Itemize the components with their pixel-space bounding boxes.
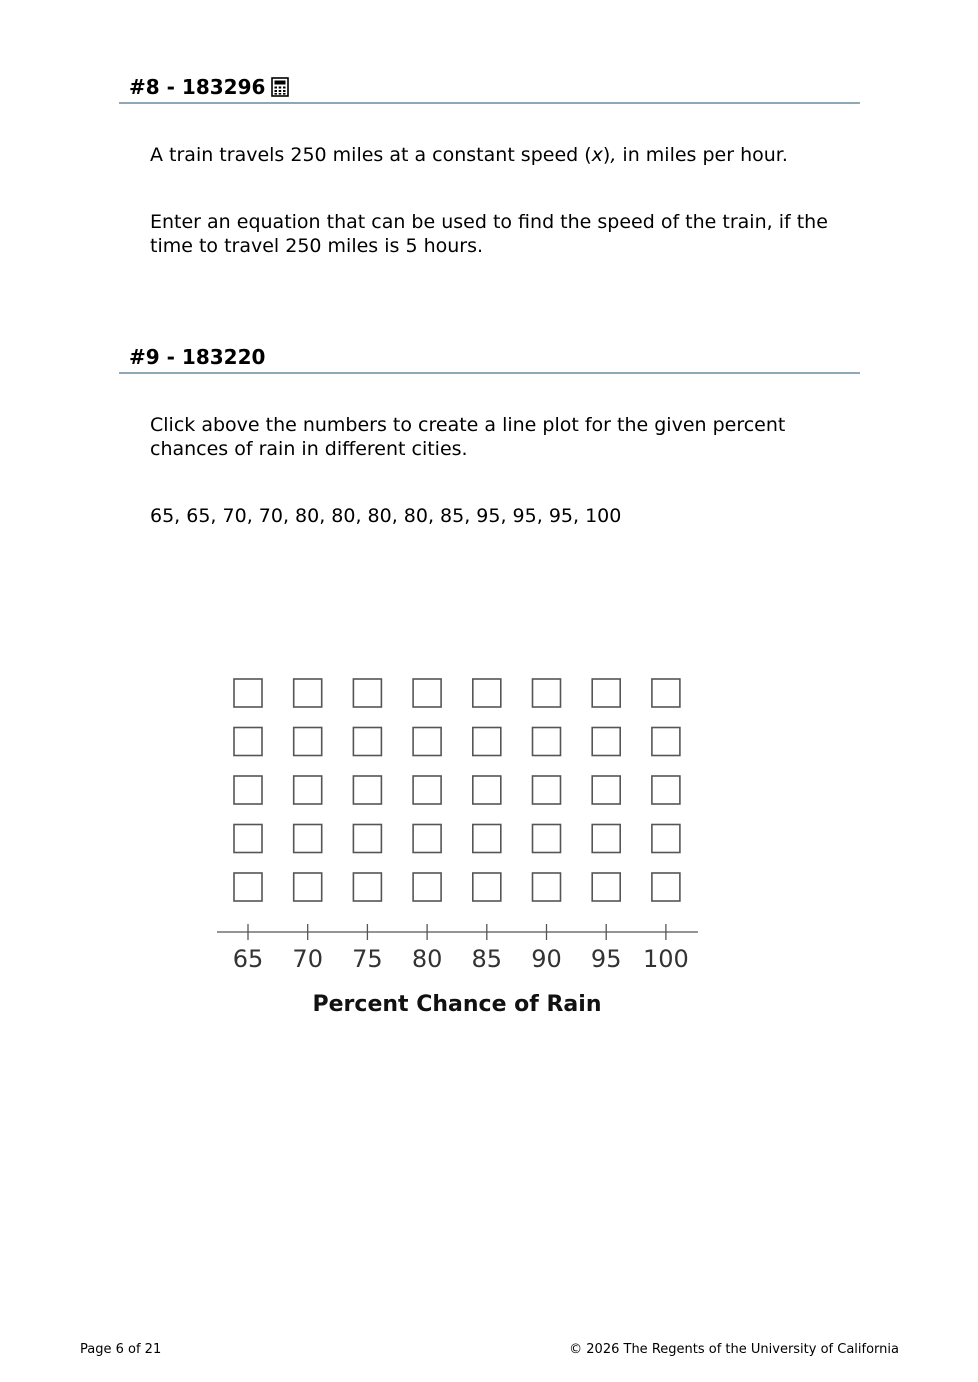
plot-box-85-2[interactable] bbox=[473, 728, 501, 756]
plot-box-90-3[interactable] bbox=[533, 776, 561, 804]
plot-box-65-4[interactable] bbox=[234, 825, 262, 853]
question-9-header bbox=[119, 344, 860, 374]
plot-box-85-3[interactable] bbox=[473, 776, 501, 804]
x-axis-label: Percent Chance of Rain bbox=[312, 992, 602, 1017]
plot-box-85-1[interactable] bbox=[473, 679, 501, 707]
plot-box-100-4[interactable] bbox=[652, 825, 680, 853]
copyright-notice: © 2026 The Regents of the University of California bbox=[569, 1342, 899, 1357]
plot-box-65-3[interactable] bbox=[234, 776, 262, 804]
line-plot-svg bbox=[210, 668, 705, 1028]
plot-box-70-5[interactable] bbox=[294, 873, 322, 901]
question-8-title: #8 - 183296 bbox=[129, 75, 266, 99]
tick-label-95: 95 bbox=[590, 945, 622, 973]
plot-box-65-1[interactable] bbox=[234, 679, 262, 707]
plot-box-75-2[interactable] bbox=[353, 728, 381, 756]
plot-box-70-3[interactable] bbox=[294, 776, 322, 804]
plot-box-65-5[interactable] bbox=[234, 873, 262, 901]
plot-box-85-4[interactable] bbox=[473, 825, 501, 853]
plot-box-80-4[interactable] bbox=[413, 825, 441, 853]
tick-label-85: 85 bbox=[471, 945, 503, 973]
plot-box-100-3[interactable] bbox=[652, 776, 680, 804]
calculator-icon bbox=[271, 77, 289, 103]
plot-box-65-2[interactable] bbox=[234, 728, 262, 756]
plot-box-95-4[interactable] bbox=[592, 825, 620, 853]
plot-box-75-1[interactable] bbox=[353, 679, 381, 707]
plot-box-80-2[interactable] bbox=[413, 728, 441, 756]
plot-box-75-4[interactable] bbox=[353, 825, 381, 853]
tick-label-80: 80 bbox=[411, 945, 443, 973]
plot-box-75-5[interactable] bbox=[353, 873, 381, 901]
plot-box-80-1[interactable] bbox=[413, 679, 441, 707]
tick-label-100: 100 bbox=[642, 945, 689, 973]
plot-box-95-5[interactable] bbox=[592, 873, 620, 901]
question-8-statement: A train travels 250 miles at a constant speed (x), in miles per hour. bbox=[150, 144, 788, 166]
plot-box-90-4[interactable] bbox=[533, 825, 561, 853]
plot-box-95-2[interactable] bbox=[592, 728, 620, 756]
question-9-data-values: 65, 65, 70, 70, 80, 80, 80, 80, 85, 95, 95, 95, 100 bbox=[150, 505, 622, 527]
plot-box-100-5[interactable] bbox=[652, 873, 680, 901]
tick-label-70: 70 bbox=[292, 945, 323, 973]
plot-box-90-2[interactable] bbox=[533, 728, 561, 756]
plot-box-95-1[interactable] bbox=[592, 679, 620, 707]
question-8-header bbox=[119, 74, 860, 104]
plot-box-90-5[interactable] bbox=[533, 873, 561, 901]
variable-x: x bbox=[591, 144, 603, 166]
plot-box-90-1[interactable] bbox=[533, 679, 561, 707]
plot-box-70-1[interactable] bbox=[294, 679, 322, 707]
plot-box-80-3[interactable] bbox=[413, 776, 441, 804]
tick-label-65: 65 bbox=[232, 945, 264, 973]
line-plot[interactable] bbox=[210, 668, 705, 1028]
question-9-prompt: Click above the numbers to create a line plot for the given percent chances of rain in different cities. bbox=[150, 414, 786, 460]
plot-box-70-2[interactable] bbox=[294, 728, 322, 756]
plot-box-70-4[interactable] bbox=[294, 825, 322, 853]
plot-box-85-5[interactable] bbox=[473, 873, 501, 901]
tick-label-90: 90 bbox=[531, 945, 562, 973]
plot-box-100-2[interactable] bbox=[652, 728, 680, 756]
plot-box-100-1[interactable] bbox=[652, 679, 680, 707]
plot-box-95-3[interactable] bbox=[592, 776, 620, 804]
tick-label-75: 75 bbox=[352, 945, 383, 973]
page-number: Page 6 of 21 bbox=[80, 1342, 162, 1357]
plot-box-80-5[interactable] bbox=[413, 873, 441, 901]
question-8-prompt: Enter an equation that can be used to find the speed of the train, if the time to travel 250 miles is 5 hours. bbox=[150, 211, 828, 257]
plot-box-75-3[interactable] bbox=[353, 776, 381, 804]
question-9-title: #9 - 183220 bbox=[129, 345, 266, 369]
